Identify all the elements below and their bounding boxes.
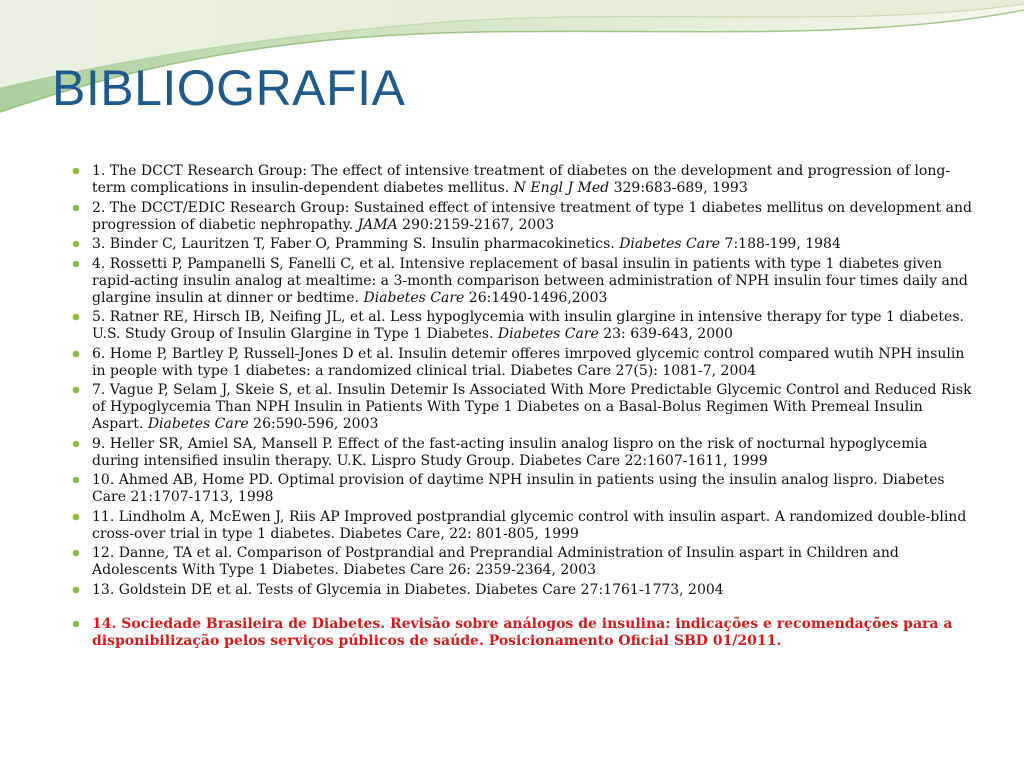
green-bullet-icon [72, 620, 80, 628]
reference-text: 5. Ratner RE, Hirsch IB, Neifing JL, et al. Less hypoglycemia with insulin glargine in intensive therapy for type 1 diabetes. U.S. Study Group of Insulin Glargine in Type 1 Diabetes. [92, 309, 964, 342]
citation-details: 290:2159-2167, 2003 [397, 216, 555, 233]
reference-item [72, 309, 972, 343]
reference-text: 2. The DCCT/EDIC Research Group: Sustained effect of intensive treatment of type 1 diabetes mellitus on development and progression of diabetic nephropathy. [92, 199, 972, 233]
green-bullet-icon [72, 586, 80, 594]
citation-details: 26:590-596, 2003 [248, 416, 379, 432]
reference-text: 10. Ahmed AB, Home PD. Optimal provision of daytime NPH insulin in patients using the insulin analog lispro. Diabetes Care 21:1707-1713, 1998 [92, 472, 945, 505]
green-bullet-icon [72, 549, 80, 557]
reference-text: 9. Heller SR, Amiel SA, Mansell P. Effect of the fast-acting insulin analog lispro on the risk of nocturnal hypoglycemia during intensified insulin therapy. U.K. Lispro Study Group. Diabetes Care 22:1607-1611, 1999 [92, 435, 928, 469]
journal-name: Diabetes Care [363, 289, 465, 306]
journal-name: Diabetes Care [497, 326, 599, 342]
citation-details: 26:1490-1496,2003 [464, 289, 608, 306]
reference-item [72, 236, 972, 253]
reference-item [72, 163, 972, 197]
reference-text: 4. Rossetti P, Pampanelli S, Fanelli C, et al. Intensive replacement of basal insulin in patients with type 1 diabetes given rapid-acting insulin analog at mealtime: a 3-month comparison between administration of NPH insulin four times daily and glargine insulin at dinner or bedtime. [92, 255, 968, 306]
reference-text: 6. Home P, Bartley P, Russell-Jones D et al. Insulin detemir offeres imrpoved glycemic control compared wutih NPH insulin in people with type 1 diabetes: a randomized clinical trial. Diabetes Care 27(5): 1081-7, 2004 [92, 345, 965, 379]
highlighted-reference-item [72, 616, 972, 650]
reference-item [72, 200, 972, 234]
reference-text: 14. Sociedade Brasileira de Diabetes. Revisão sobre análogos de insulina: indicações e recomendações para a disponibilização pelos serviços públicos de saúde. Posicionamento Oficial SBD 01/2011. [92, 615, 953, 649]
journal-name: JAMA [357, 216, 398, 233]
green-bullet-icon [72, 513, 80, 521]
reference-item [72, 472, 972, 506]
green-bullet-icon [72, 350, 80, 358]
green-bullet-icon [72, 204, 80, 212]
reference-item [72, 436, 972, 470]
reference-text: 13. Goldstein DE et al. Tests of Glycemia in Diabetes. Diabetes Care 27:1761-1773, 2004 [92, 581, 724, 598]
reference-text: 7. Vague P, Selam J, Skeie S, et al. Insulin Detemir Is Associated With More Predictable Glycemic Control and Reduced Risk of Hypoglycemia Than NPH Insulin in Patients With Type 1 Diabetes on a Basal-Bolus Regimen With Premeal Insulin Aspart. [92, 382, 972, 432]
reference-text: 12. Danne, TA et al. Comparison of Postprandial and Preprandial Administration of Insulin aspart in Children and Adolescents With Type 1 Diabetes. Diabetes Care 26: 2359-2364, 2003 [92, 545, 899, 578]
green-bullet-icon [72, 167, 80, 175]
green-bullet-icon [72, 440, 80, 448]
green-bullet-icon [72, 476, 80, 484]
reference-item [72, 382, 972, 433]
green-bullet-icon [72, 313, 80, 321]
slide-title: BIBLIOGRAFIA [52, 60, 406, 116]
reference-item [72, 256, 972, 307]
green-bullet-icon [72, 386, 80, 394]
reference-list [72, 163, 972, 652]
citation-details: 23: 639-643, 2000 [598, 326, 733, 342]
green-bullet-icon [72, 260, 80, 268]
journal-name: N Engl J Med [513, 180, 610, 196]
journal-name: Diabetes Care [147, 416, 249, 432]
reference-item [72, 509, 972, 543]
reference-text: 1. The DCCT Research Group: The effect of intensive treatment of diabetes on the development and progression of long-term complications in insulin-dependent diabetes mellitus. [92, 163, 951, 196]
journal-name: Diabetes Care [619, 236, 721, 252]
reference-item [72, 582, 972, 599]
citation-details: 7:188-199, 1984 [720, 236, 841, 252]
reference-text: 11. Lindholm A, McEwen J, Riis AP Improved postprandial glycemic control with insulin aspart. A randomized double-blind cross-over trial in type 1 diabetes. Diabetes Care, 22: 801-805, 1999 [92, 508, 967, 542]
citation-details: 329:683-689, 1993 [609, 180, 748, 196]
green-bullet-icon [72, 240, 80, 248]
reference-item [72, 545, 972, 579]
reference-item [72, 346, 972, 380]
reference-text: 3. Binder C, Lauritzen T, Faber O, Pramming S. Insulin pharmacokinetics. [92, 236, 620, 252]
